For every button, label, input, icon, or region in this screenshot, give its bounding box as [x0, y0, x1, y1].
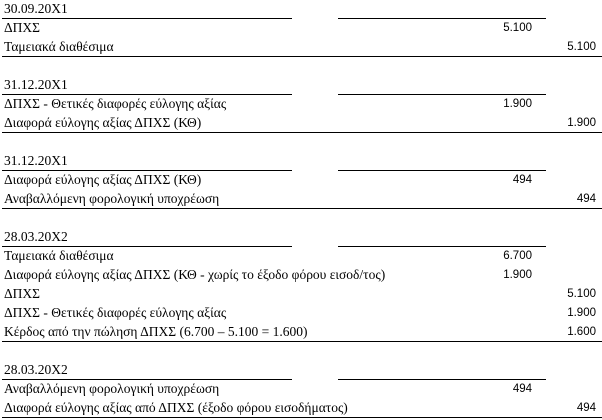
journal-line [0, 95, 602, 113]
account-name: Αναβαλλόμενη φορολογική υποχρέωση [4, 191, 220, 206]
entry-bottom-rule [2, 132, 602, 133]
journal-line [0, 285, 602, 303]
credit-amount: 5.100 [567, 288, 596, 300]
entry-bottom-rule [2, 56, 602, 57]
journal-line [0, 323, 602, 341]
account-name: Διαφορά εύλογης αξίας ΔΠΧΣ (ΚΘ) [4, 172, 202, 187]
debit-amount: 1.900 [503, 98, 532, 110]
journal-line [0, 190, 602, 208]
debit-amount: 5.100 [503, 22, 532, 34]
credit-amount: 1.900 [567, 307, 596, 319]
entry-date-row [0, 152, 602, 170]
credit-amount: 5.100 [567, 41, 596, 53]
credit-amount: 1.600 [567, 326, 596, 338]
credit-amount: 1.900 [567, 117, 596, 129]
account-name: ΔΠΧΣ - Θετικές διαφορές εύλογης αξίας [4, 305, 227, 320]
debit-amount: 494 [512, 174, 532, 186]
credit-amount: 494 [576, 402, 596, 414]
entry-bottom-rule [2, 341, 602, 342]
entry-date: 31.12.20X1 [4, 153, 68, 168]
journal-line [0, 380, 602, 398]
entry-date: 28.03.20X2 [4, 229, 68, 244]
account-name: ΔΠΧΣ - Θετικές διαφορές εύλογης αξίας [4, 96, 227, 111]
entry-date-row [0, 228, 602, 246]
entry-date: 31.12.20X1 [4, 77, 68, 92]
account-name: Κέρδος από την πώληση ΔΠΧΣ (6.700 – 5.100 = 1.600) [4, 324, 308, 339]
entry-date: 28.03.20X2 [4, 362, 68, 377]
account-name: Διαφορά εύλογης αξίας ΔΠΧΣ (ΚΘ - χωρίς το έξοδο φόρου εισοδ/τος) [4, 267, 386, 282]
journal-line [0, 247, 602, 265]
entry-date-row [0, 76, 602, 94]
entry-date: 30.09.20X1 [4, 1, 68, 16]
account-name: Ταμειακά διαθέσιμα [4, 39, 114, 54]
account-name: Διαφορά εύλογης αξίας από ΔΠΧΣ (έξοδο φόρου εισοδήματος) [4, 400, 348, 415]
journal-line [0, 19, 602, 37]
journal-line [0, 171, 602, 189]
account-name: Διαφορά εύλογης αξίας ΔΠΧΣ (ΚΘ) [4, 115, 202, 130]
debit-amount: 1.900 [503, 269, 532, 281]
account-name: Αναβαλλόμενη φορολογική υποχρέωση [4, 381, 220, 396]
account-name: ΔΠΧΣ [4, 286, 41, 301]
account-name: Ταμειακά διαθέσιμα [4, 248, 114, 263]
journal-line [0, 304, 602, 322]
debit-amount: 494 [512, 383, 532, 395]
account-name: ΔΠΧΣ [4, 20, 41, 35]
journal-line [0, 266, 602, 284]
credit-amount: 494 [576, 193, 596, 205]
entry-bottom-rule [2, 208, 602, 209]
journal-line [0, 114, 602, 132]
journal-line [0, 38, 602, 56]
entry-date-row [0, 361, 602, 379]
entry-date-row [0, 0, 602, 18]
journal-line [0, 399, 602, 417]
entry-bottom-rule [2, 417, 602, 418]
debit-amount: 6.700 [503, 250, 532, 262]
